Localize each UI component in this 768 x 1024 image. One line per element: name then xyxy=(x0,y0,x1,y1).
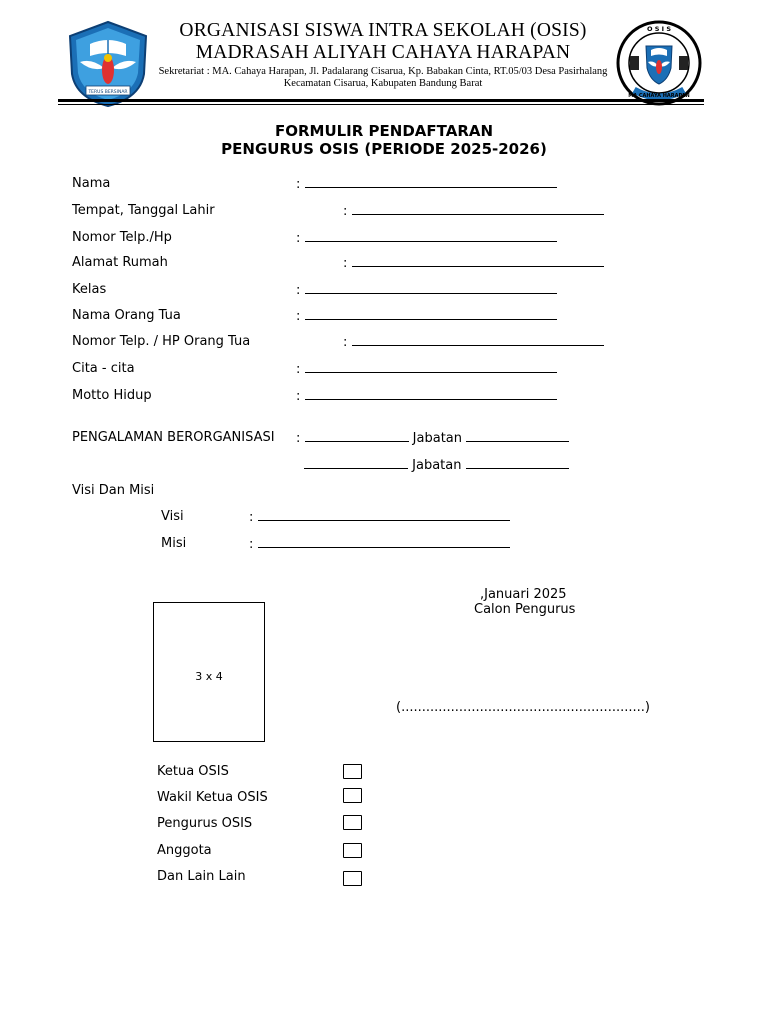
field-input-kelas[interactable] xyxy=(296,282,557,299)
position-label-pengurus: Pengurus OSIS xyxy=(157,816,253,831)
field-input-cita-cita[interactable] xyxy=(296,361,557,378)
header-address-line1: Sekretariat : MA. Cahaya Harapan, Jl. Padalarang Cisarua, Kp. Babakan Cinta, RT.05/03 Desa Pasirhalang xyxy=(158,66,608,77)
form-title-line1: FORMULIR PENDAFTARAN xyxy=(274,122,494,140)
field-label-alamat-rumah: Alamat Rumah xyxy=(72,255,168,270)
signature-role: Calon Pengurus xyxy=(474,602,576,617)
experience-row-1[interactable] xyxy=(296,430,569,447)
logo-right-bottom-text: MA CAHAYA HARAPAN xyxy=(628,93,690,99)
position-label-anggota: Anggota xyxy=(157,843,212,858)
experience-position-input-1[interactable] xyxy=(466,430,569,442)
field-label-nama: Nama xyxy=(72,176,111,191)
signature-date: ,Januari 2025 xyxy=(480,587,567,602)
position-checkbox-lain-lain[interactable] xyxy=(343,871,362,886)
visi-input[interactable] xyxy=(249,509,510,526)
experience-position-input-2[interactable] xyxy=(466,457,569,469)
form-title-line2: PENGURUS OSIS (PERIODE 2025-2026) xyxy=(221,140,547,158)
header-title-line1: ORGANISASI SISWA INTRA SEKOLAH (OSIS) xyxy=(179,20,587,41)
field-input-nama-orang-tua[interactable] xyxy=(296,308,557,325)
field-input-motto-hidup[interactable] xyxy=(296,388,557,405)
field-label-cita-cita: Cita - cita xyxy=(72,361,135,376)
logo-left-banner: TERUS BERSINAR xyxy=(88,90,128,95)
colon: : xyxy=(296,389,301,404)
osis-logo xyxy=(616,20,702,106)
position-checkbox-wakil-ketua[interactable] xyxy=(343,788,362,803)
colon: : xyxy=(296,231,301,246)
signature-name-field[interactable]: (...........................................................) xyxy=(396,700,650,715)
colon: : xyxy=(249,510,254,525)
field-input-tempat-tanggal-lahir[interactable] xyxy=(343,203,604,220)
visi-label: Visi xyxy=(161,509,184,524)
photo-size-label: 3 x 4 xyxy=(195,670,223,683)
colon: : xyxy=(343,256,348,271)
experience-org-input-1[interactable] xyxy=(305,430,409,442)
field-label-nomor-telp: Nomor Telp./Hp xyxy=(72,230,172,245)
jabatan-label: Jabatan xyxy=(412,431,462,446)
misi-label: Misi xyxy=(161,536,187,551)
colon: : xyxy=(296,309,301,324)
logo-right-top-text: O S I S xyxy=(646,25,672,33)
visi-misi-label: Visi Dan Misi xyxy=(72,483,155,498)
header-divider-thin xyxy=(58,104,704,105)
position-checkbox-anggota[interactable] xyxy=(343,843,362,858)
field-label-nomor-telp-orang-tua: Nomor Telp. / HP Orang Tua xyxy=(72,334,251,349)
colon: : xyxy=(296,431,301,446)
field-input-nomor-telp[interactable] xyxy=(296,230,557,247)
position-label-lain-lain: Dan Lain Lain xyxy=(157,869,246,884)
experience-row-2[interactable] xyxy=(304,457,569,474)
colon: : xyxy=(343,204,348,219)
colon: : xyxy=(296,283,301,298)
colon: : xyxy=(296,177,301,192)
field-label-nama-orang-tua: Nama Orang Tua xyxy=(72,308,181,323)
header-divider-thick xyxy=(58,99,704,102)
experience-org-input-2[interactable] xyxy=(304,457,408,469)
position-label-ketua: Ketua OSIS xyxy=(157,764,229,779)
jabatan-label: Jabatan xyxy=(412,458,462,473)
field-label-tempat-tanggal-lahir: Tempat, Tanggal Lahir xyxy=(72,203,215,218)
field-input-nomor-telp-orang-tua[interactable] xyxy=(343,334,604,351)
field-input-alamat-rumah[interactable] xyxy=(343,255,604,272)
colon: : xyxy=(343,335,348,350)
field-label-kelas: Kelas xyxy=(72,282,107,297)
field-label-motto-hidup: Motto Hidup xyxy=(72,388,152,403)
position-label-wakil-ketua: Wakil Ketua OSIS xyxy=(157,790,268,805)
position-checkbox-ketua[interactable] xyxy=(343,764,362,779)
header-address-line2: Kecamatan Cisarua, Kabupaten Bandung Barat xyxy=(283,78,483,89)
position-checkbox-pengurus[interactable] xyxy=(343,815,362,830)
school-logo xyxy=(62,18,154,110)
experience-label: PENGALAMAN BERORGANISASI xyxy=(72,430,275,445)
colon: : xyxy=(296,362,301,377)
misi-input[interactable] xyxy=(249,536,510,553)
field-input-nama[interactable] xyxy=(296,176,557,193)
colon: : xyxy=(249,537,254,552)
header-title-line2: MADRASAH ALIYAH CAHAYA HARAPAN xyxy=(195,42,571,63)
photo-placeholder[interactable] xyxy=(153,602,265,742)
